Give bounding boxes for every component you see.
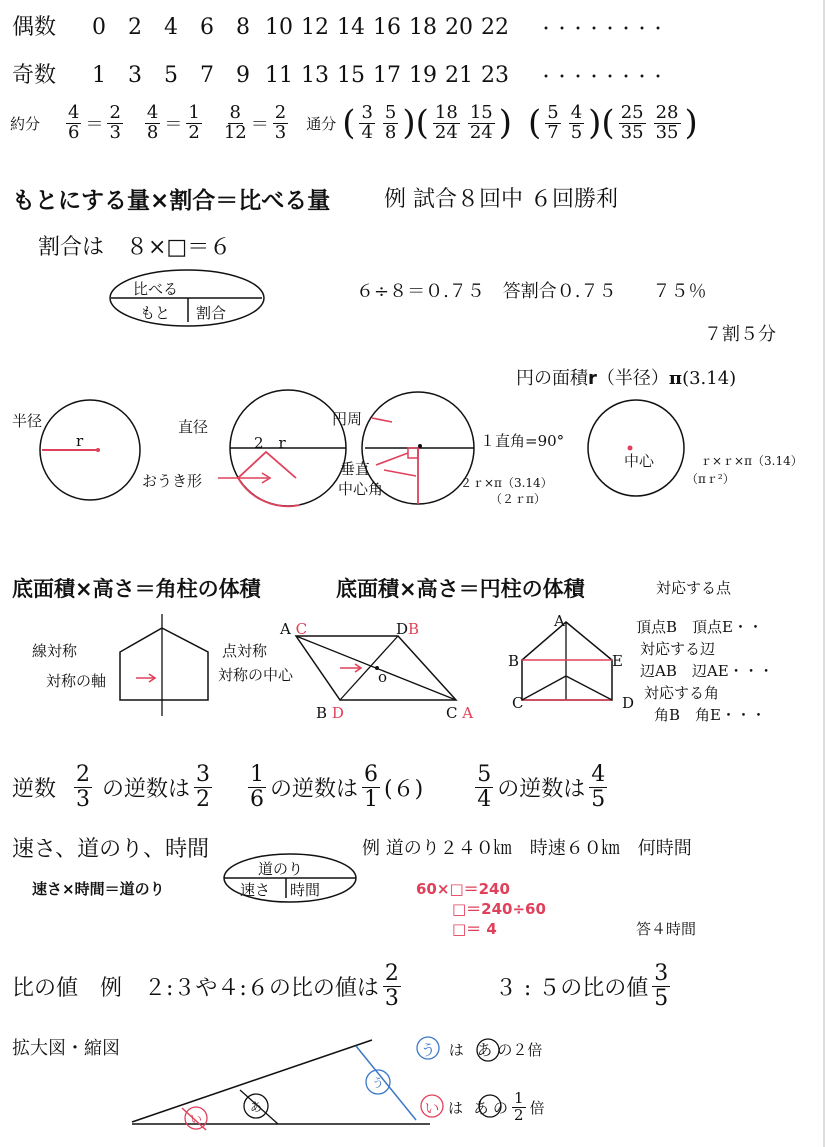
ratio-answer2: ７割５分 [704,324,776,345]
scale-u-mark: う [372,1076,385,1090]
fraction: $\frac{4}{6}$ [68,101,80,143]
prism-B: B [508,652,520,670]
sequence-number: 19 [409,63,438,88]
ratio-line1: 割合は ８×□＝６ [38,235,232,260]
fraction: $\frac{25}{35}$ [620,101,644,143]
diameter-label: 直径 [178,418,209,436]
scale-i-mark: い [190,1112,203,1126]
sequence-number: 12 [301,15,330,40]
speed-work3: □＝ 4 [452,920,497,938]
vertex-D: DB [396,620,420,638]
fraction-row: 約分 $\frac{4}{6}$ ＝ $\frac{2}{3}$ $\frac{4}{8}$ ＝ $\frac{1}{2}$ $\frac{8}{12}$ ＝ $\frac{2}{3}$ 通分 ( $\frac{3}{4}$ $\frac{5}{8}$ ) ( $\frac{18}{24}$ $\frac{15}{24}$ ) ( $\frac{5}{7}$ $\frac{4}{5}$ ) ( $\frac{25}{35}$ $\frac{28}{35}$ ) [10,101,698,143]
fraction: $\frac{3}{2}$ [196,762,211,812]
reciprocal-row [12,762,611,812]
sequence-number: 13 [301,63,330,88]
sequence-number: 18 [409,15,438,40]
circle-area-title: 円の面積r（半径）π(3.14) [516,368,737,389]
correspondence-line3: 辺AB 辺AE・・・ [640,662,774,680]
ratio-diagram-left: もと [140,304,171,322]
fraction: $\frac{3}{4}$ [361,101,373,143]
prism-A: A [554,612,565,630]
sequence-number: 9 [236,63,251,88]
speed-example: 例 道のり２４０㎞ 時速６０㎞ 何時間 [362,838,692,859]
ratio-value-label: 比の値 例 ２:３や４:６の比の値は [12,975,379,1001]
sequence-number: 20 [445,15,474,40]
ratio-diagram-top: 比べる [133,280,179,298]
scale-a-mark: あ [250,1100,263,1114]
even-label: 偶数 [12,15,57,40]
sequence-number: 0 [92,15,107,40]
speed-work2: □＝240÷60 [452,900,546,918]
odd-label: 奇数 [12,63,57,88]
sequence-number: 5 [164,63,179,88]
speed-diagram-left: 速さ [240,881,271,899]
sequence-number: 15 [337,63,366,88]
right-angle-label: １直角=90° [480,432,565,450]
odd-dots: ・・・・・・・・ [538,67,667,86]
fraction: $\frac{6}{1}$ [364,762,379,812]
volume-note: 対応する点 [656,579,732,597]
equals-sign: ＝ [164,114,183,135]
ratio-heading: もとにする量×割合＝比べる量 [12,188,331,214]
scale-heading: 拡大図・縮図 [12,1038,120,1059]
axis-label: 対称の軸 [46,672,107,690]
sequence-number: 4 [164,15,179,40]
sequence-number: 1 [92,63,107,88]
center-angle-label: 中心角 [338,480,384,498]
fraction: $\frac{28}{35}$ [655,101,679,143]
fraction: $\frac{4}{5}$ [570,101,583,143]
center-o: o [378,668,388,686]
equals-sign: ＝ [85,114,104,135]
ratio-example: 例 試合８回中 ６回勝利 [384,187,618,212]
sequence-number: 10 [265,15,294,40]
area-formula: ｒ×ｒ×π（3.14） [700,454,803,468]
common-label: 通分 [306,114,337,133]
equals-sign: ＝ [250,114,269,135]
scale-line2: い は あ の $\frac{1}{2}$ 倍 [424,1088,545,1124]
radius-r: r [76,432,84,450]
sequence-number: 14 [337,15,366,40]
line-symmetry-label: 線対称 [32,642,78,660]
correspondence-line4: 対応する角 [644,684,720,702]
fraction: $\frac{8}{12}$ [223,101,247,143]
fraction: $\frac{18}{24}$ [434,101,458,143]
reciprocal-text: の逆数は [270,776,359,802]
fraction: $\frac{15}{24}$ [469,101,493,143]
fraction: $\frac{1}{2}$ [188,101,200,143]
ratio-diagram-right: 割合 [196,304,227,322]
speed-answer: 答４時間 [636,920,697,938]
ratio-value-label2: ３ : ５の比の値 [494,975,649,1001]
fraction: $\frac{2}{3}$ [384,961,399,1011]
sequence-number: 8 [236,15,251,40]
correspondence-line2: 対応する辺 [640,640,716,658]
correspondence-line1: 頂点B 頂点E・・ [636,618,763,636]
volume-heading2: 底面積×高さ＝円柱の体積 [336,577,585,601]
ratio-answer: ６÷８＝０.７５ 答割合０.７５ ７５％ [356,281,707,302]
ratio-value-row [12,960,674,1012]
fraction: $\frac{2}{3}$ [109,101,121,143]
sequence-number: 3 [128,63,143,88]
center-label: 中心 [624,452,655,470]
prism-D: D [622,694,635,712]
correspondence-line5: 角B 角E・・・ [654,706,766,724]
speed-diagram-right: 時間 [290,881,321,899]
vertical-label: 垂直 [340,460,371,478]
fraction: $\frac{4}{8}$ [146,101,159,143]
fraction: $\frac{1}{2}$ [514,1088,524,1124]
reciprocal-text: の逆数は [102,776,191,802]
circumference-label: 円周 [332,410,363,428]
sequence-number: 22 [481,15,510,40]
fraction: $\frac{4}{5}$ [591,762,606,812]
radius-label: 半径 [12,412,43,430]
speed-diagram-top: 道のり [258,860,304,878]
speed-formula: 速さ×時間＝道のり [32,880,165,898]
vertex-C: C A [446,704,474,722]
center-of-symmetry-label: 対称の中心 [218,666,294,684]
sequence-number: 7 [200,63,215,88]
fraction: $\frac{5}{8}$ [384,101,397,143]
point-symmetry-label: 点対称 [222,642,268,660]
reciprocal-text: の逆数は [497,776,586,802]
fraction: $\frac{2}{3}$ [76,762,91,812]
sequence-number: 11 [265,63,294,88]
area-formula2: （πｒ²） [686,472,735,486]
reciprocal-label: 逆数 [12,776,57,802]
sequence-number: 2 [128,15,143,40]
even-dots: ・・・・・・・・ [538,19,667,38]
fraction: $\frac{2}{3}$ [274,101,287,143]
sequence-number: 17 [373,63,402,88]
sequence-number: 6 [200,15,215,40]
fraction: $\frac{5}{7}$ [547,101,559,143]
sequence-number: 23 [481,63,510,88]
vertex-A: A C [280,620,308,638]
fraction: $\frac{3}{5}$ [654,961,669,1011]
sector-label: おうき形 [142,472,203,490]
volume-heading1: 底面積×高さ＝角柱の体積 [12,577,261,601]
reduce-label: 約分 [10,114,41,133]
vertex-B: B D [316,704,344,722]
prism-E: E [612,652,623,670]
scale-line1: う は あ の２倍 [420,1041,543,1059]
circumference-formula2: （２ｒπ） [490,492,546,506]
sequence-number: 21 [445,63,474,88]
circumference-formula: ２ｒ×π（3.14） [460,476,553,490]
reciprocal-extra: (６) [384,776,424,802]
fraction: $\frac{5}{4}$ [477,762,492,812]
speed-work1: 60×□＝240 [416,880,510,898]
speed-heading: 速さ、道のり、時間 [12,837,210,862]
prism-C: C [512,694,524,712]
sequence-number: 16 [373,15,402,40]
diameter-text: 2 r [254,434,286,452]
fraction: $\frac{1}{6}$ [250,762,265,812]
